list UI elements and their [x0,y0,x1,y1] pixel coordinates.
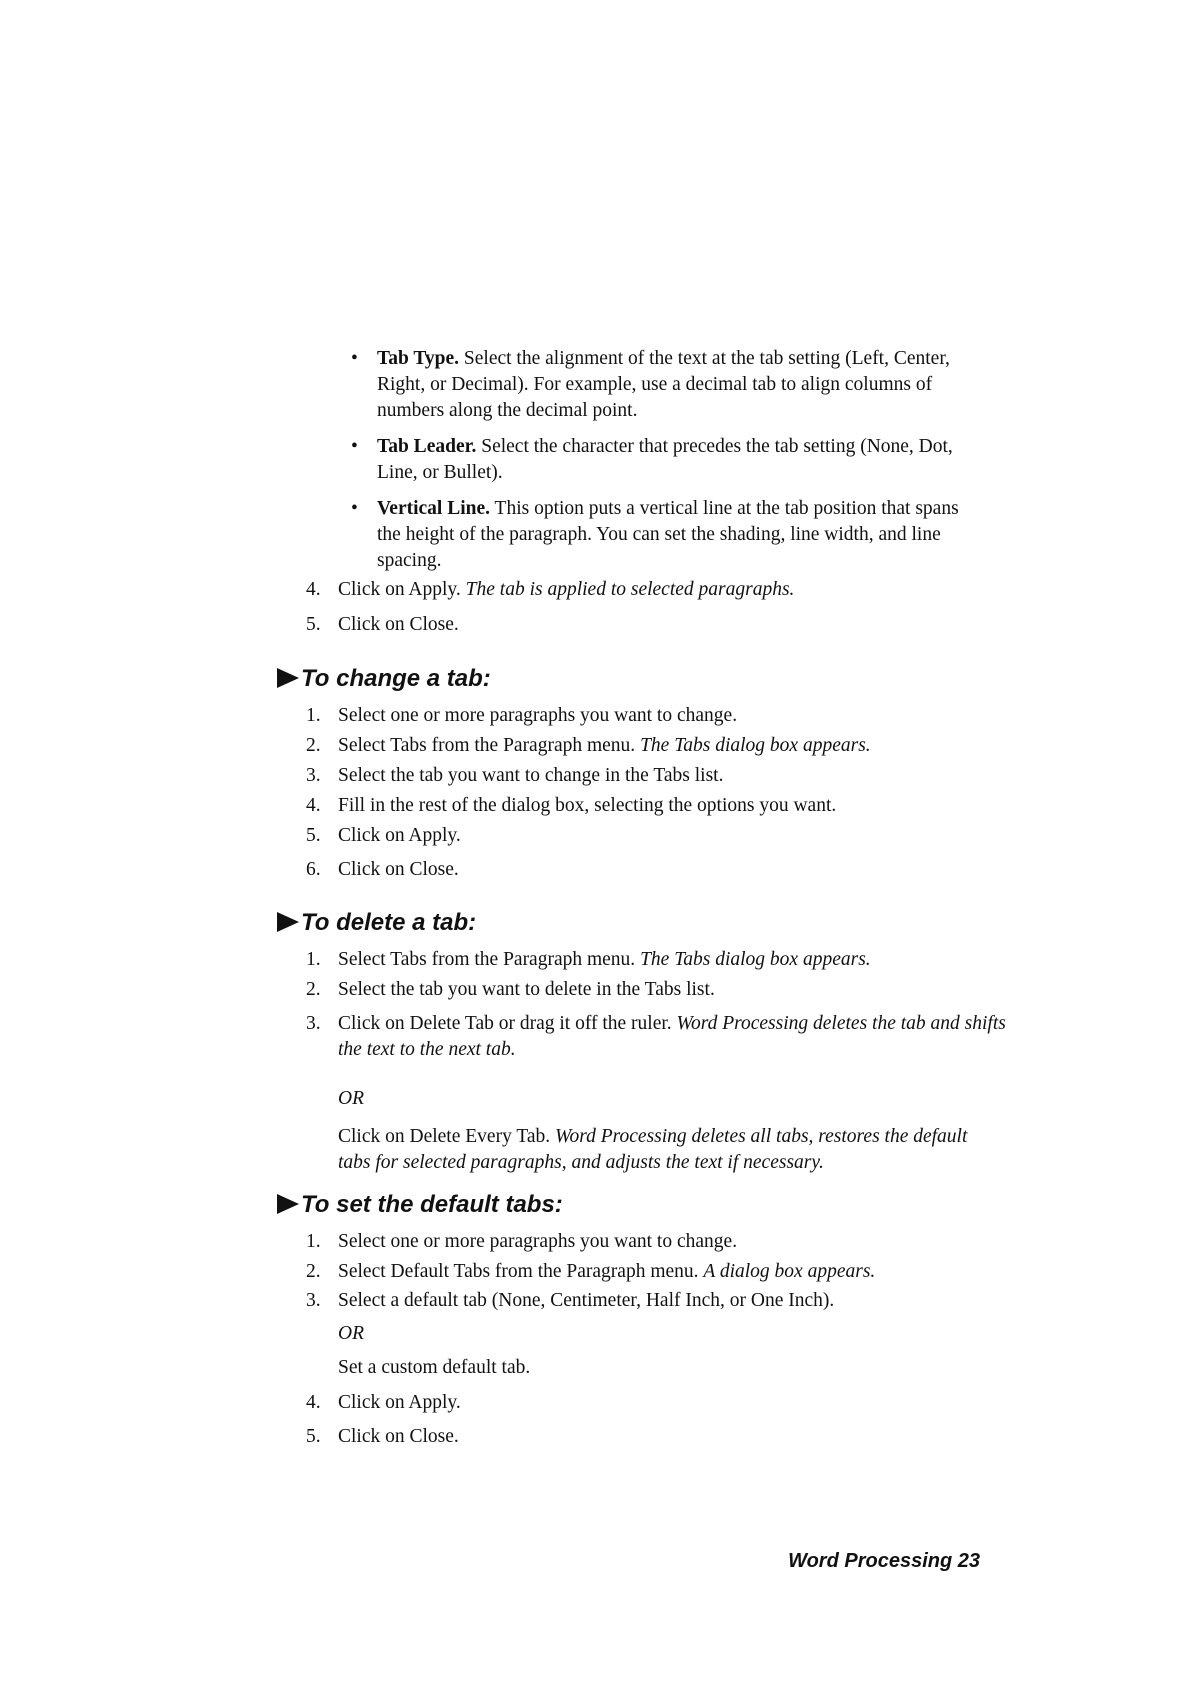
step-number: 5. [306,1426,321,1447]
step-text: Click on Delete Tab or drag it off the ruler. [338,1013,677,1034]
step-item [306,793,1006,819]
tab-options-list [343,346,983,584]
step-result: The Tabs dialog box appears. [640,735,871,756]
step-number: 4. [306,579,321,600]
step-number: 4. [306,795,321,816]
step-text: Select Default Tabs from the Paragraph menu. [338,1261,704,1282]
step-item [306,857,1006,883]
step-item [306,733,1006,759]
step-number: 1. [306,1231,321,1252]
or-text: OR [338,1088,364,1109]
arrow-icon [277,668,299,688]
bullet-icon: • [351,498,358,519]
step-item [306,1229,1006,1255]
step-item [306,612,1006,638]
step-number: 1. [306,949,321,970]
step-text: Fill in the rest of the dialog box, selecting the options you want. [338,795,837,816]
step-number: 6. [306,859,321,880]
step-text: Click on Apply. [338,825,461,846]
arrow-icon [277,1194,299,1214]
bullet-icon: • [351,436,358,457]
step-text: Click on Apply. [338,579,466,600]
step-number: 2. [306,979,321,1000]
step-text: Click on Apply. [338,1392,461,1413]
step-text: Select Tabs from the Paragraph menu. [338,735,641,756]
step-result: Word Processing deletes the tab and shifts the text to the next tab. [338,1013,1006,1060]
alt-result: Word Processing deletes all tabs, restores the default tabs for selected paragraphs, and adjusts the text if necessary. [338,1126,968,1173]
heading-text: To delete a tab: [301,909,477,936]
section-heading-change-tab [277,664,491,694]
step-item [306,763,1006,789]
step-text: Select the tab you want to delete in the Tabs list. [338,979,715,1000]
step-item [306,1288,1006,1314]
step-text: Select Tabs from the Paragraph menu. [338,949,641,970]
step-number: 1. [306,705,321,726]
alt-text: Set a custom default tab. [338,1357,531,1378]
bullet-text: This option puts a vertical line at the tab position that spans the height of the paragraph. You can set the shading, line width, and line spacing. [377,498,959,571]
step-text: Click on Close. [338,859,459,880]
step-item [306,577,1006,603]
step-number: 5. [306,614,321,635]
bullet-title: Vertical Line. [377,498,491,519]
bullet-text: Select the alignment of the text at the tab setting (Left, Center, Right, or Decimal). For example, use a decimal tab to align columns of numbers along the decimal point. [377,348,950,421]
step-item [306,1011,1006,1063]
step-number: 3. [306,765,321,786]
step-item [306,977,1006,1003]
step-result: The tab is applied to selected paragraphs. [465,579,795,600]
step-number: 4. [306,1392,321,1413]
bullet-title: Tab Type. [377,348,460,369]
alternative-step [338,1355,998,1381]
bullet-title: Tab Leader. [377,436,477,457]
alternative-step [338,1124,998,1176]
or-label [338,1321,998,1347]
list-item [343,496,983,574]
alt-text: Click on Delete Every Tab. [338,1126,556,1147]
bullet-icon: • [351,348,358,369]
step-number: 2. [306,735,321,756]
page-footer: Word Processing 23 [788,1550,980,1572]
step-text: Click on Close. [338,614,459,635]
or-text: OR [338,1323,364,1344]
step-number: 5. [306,825,321,846]
step-item [306,947,1006,973]
section-heading-default-tabs [277,1190,563,1220]
step-item [306,1424,1006,1450]
step-number: 3. [306,1013,321,1034]
step-item [306,1390,1006,1416]
step-text: Select one or more paragraphs you want to change. [338,705,738,726]
list-item [343,434,983,486]
step-text: Click on Close. [338,1426,459,1447]
or-label [338,1086,998,1112]
bullet-text: Select the character that precedes the tab setting (None, Dot, Line, or Bullet). [377,436,953,483]
list-item [343,346,983,424]
step-item [306,823,1006,849]
step-item [306,1259,1006,1285]
step-text: Select one or more paragraphs you want to change. [338,1231,738,1252]
arrow-icon [277,912,299,932]
step-text: Select the tab you want to change in the Tabs list. [338,765,724,786]
step-item [306,703,1006,729]
step-result: The Tabs dialog box appears. [640,949,871,970]
section-heading-delete-tab [277,908,476,938]
step-number: 3. [306,1290,321,1311]
step-number: 2. [306,1261,321,1282]
step-text: Select a default tab (None, Centimeter, Half Inch, or One Inch). [338,1290,835,1311]
heading-text: To change a tab: [301,665,491,692]
heading-text: To set the default tabs: [301,1191,563,1218]
step-result: A dialog box appears. [703,1261,876,1282]
